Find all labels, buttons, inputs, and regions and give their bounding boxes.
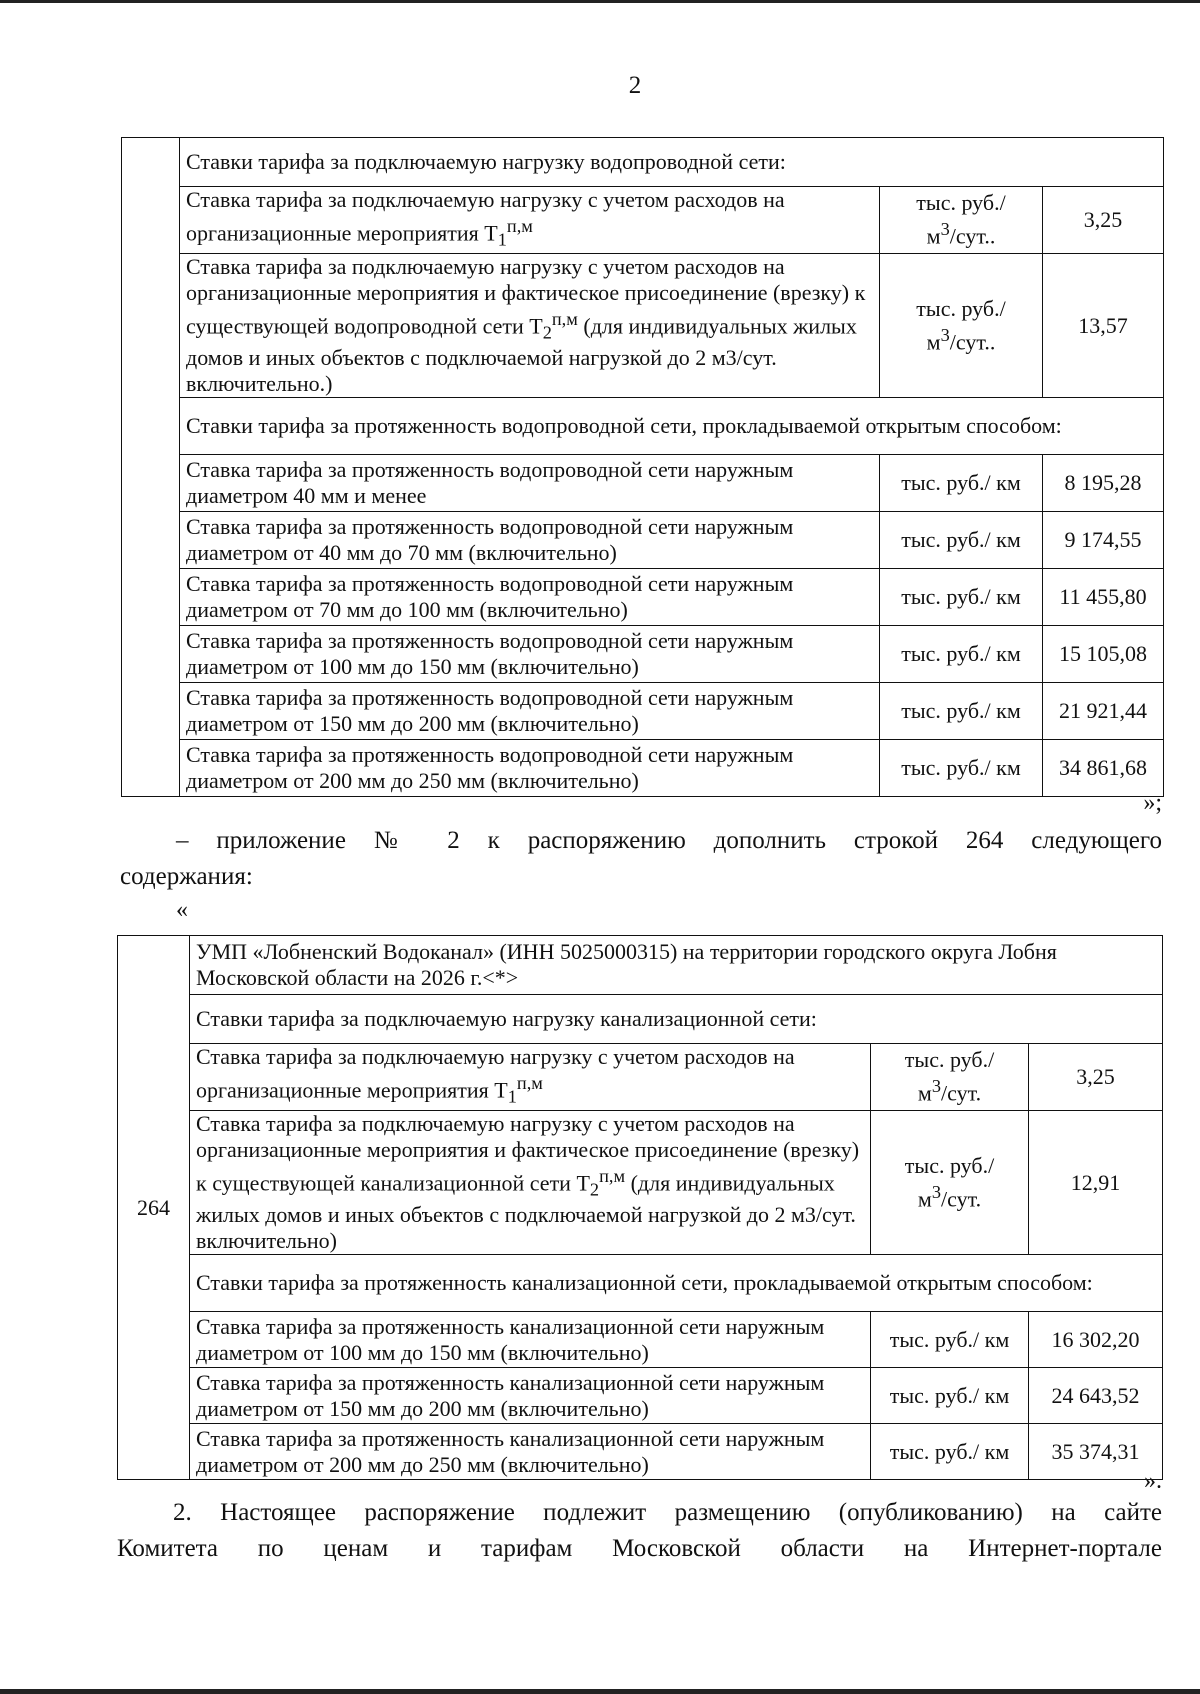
paragraph-amendment: – приложение № 2 к распоряжению дополнить строкой 264 следующего — [176, 827, 1162, 854]
table-row — [122, 512, 1164, 569]
section-header-length: Ставки тарифа за протяженность водопроводной сети, прокладываемой открытым способом: — [180, 398, 1164, 455]
unit-cell: тыс. руб./ км — [871, 1312, 1029, 1368]
unit-cell: тыс. руб./ $м^3$/сут. — [871, 1110, 1029, 1255]
row-number-cell: 264 — [118, 936, 190, 1480]
section-header-connect: Ставки тарифа за подключаемую нагрузку водопроводной сети: — [180, 138, 1164, 187]
table-row — [118, 995, 1163, 1044]
value-cell: 9 174,55 — [1043, 512, 1164, 569]
unit-cell: тыс. руб./ км — [880, 512, 1043, 569]
length-rate-description: Ставка тарифа за протяженность водопроводной сети наружным диаметром от 200 мм до 250 мм (включительно) — [180, 740, 880, 797]
length-rate-description: Ставка тарифа за протяженность водопроводной сети наружным диаметром 40 мм и менее — [180, 455, 880, 512]
table-row — [122, 398, 1164, 455]
unit-cell: тыс. руб./ км — [880, 740, 1043, 797]
tariff-table-sewer — [117, 935, 1163, 1480]
value-cell: 34 861,68 — [1043, 740, 1164, 797]
table-row — [122, 626, 1164, 683]
value-cell: 12,91 — [1029, 1110, 1163, 1255]
length-rate-description: Ставка тарифа за протяженность водопроводной сети наружным диаметром от 40 мм до 70 мм (включительно) — [180, 512, 880, 569]
length-rate-description: Ставка тарифа за протяженность водопроводной сети наружным диаметром от 150 мм до 200 мм (включительно) — [180, 683, 880, 740]
unit-cell: тыс. руб./ км — [880, 569, 1043, 626]
length-rate-description: Ставка тарифа за протяженность канализационной сети наружным диаметром от 150 мм до 200 мм (включительно) — [190, 1368, 871, 1424]
unit-cell: тыс. руб./ $м^3$/сут. — [871, 1044, 1029, 1111]
table-row — [118, 1424, 1163, 1480]
section-header-length: Ставки тарифа за протяженность канализационной сети, прокладываемой открытым способом: — [190, 1255, 1163, 1312]
unit-cell: тыс. руб./ км — [871, 1424, 1029, 1480]
rate-t2-description: Ставка тарифа за подключаемую нагрузку с учетом расходов на организационные мероприятия и фактическое присоединение (врезку) к существующей канализационной сети $Т_2^{п,м}$ (для индивидуальных жилых домов и иных объектов с подключаемой нагрузкой до 2 м3/сут. включительно) — [190, 1110, 871, 1255]
value-cell: 15 105,08 — [1043, 626, 1164, 683]
closing-quote: »; — [1143, 790, 1162, 816]
closing-quote: ». — [1144, 1468, 1162, 1494]
table-row — [122, 569, 1164, 626]
paragraph-amendment-continued: содержания: — [120, 863, 253, 890]
table-row — [122, 455, 1164, 512]
value-cell: 3,25 — [1029, 1044, 1163, 1111]
value-cell: 16 302,20 — [1029, 1312, 1163, 1368]
table-row — [118, 1368, 1163, 1424]
paragraph-publication: 2. Настоящее распоряжение подлежит размещению (опубликованию) на сайте — [173, 1499, 1162, 1526]
unit-cell: тыс. руб./ $м^3$/сут.. — [880, 187, 1043, 254]
value-cell: 8 195,28 — [1043, 455, 1164, 512]
length-rate-description: Ставка тарифа за протяженность канализационной сети наружным диаметром от 100 мм до 150 мм (включительно) — [190, 1312, 871, 1368]
bottom-edge-rule — [0, 1689, 1200, 1694]
organization-title: УМП «Лобненский Водоканал» (ИНН 5025000315) на территории городского округа Лобня Московской области на 2026 г.<*> — [190, 936, 1163, 995]
unit-cell: тыс. руб./ $м^3$/сут.. — [880, 253, 1043, 398]
page-number: 2 — [628, 72, 642, 99]
value-cell: 35 374,31 — [1029, 1424, 1163, 1480]
table-row — [122, 138, 1164, 187]
paragraph-publication-continued: Комитета по ценам и тарифам Московской области на Интернет-портале — [117, 1535, 1162, 1562]
tariff-table-water — [121, 137, 1164, 797]
table-row — [122, 683, 1164, 740]
unit-cell: тыс. руб./ км — [880, 455, 1043, 512]
value-cell: 21 921,44 — [1043, 683, 1164, 740]
value-cell: 24 643,52 — [1029, 1368, 1163, 1424]
length-rate-description: Ставка тарифа за протяженность водопроводной сети наружным диаметром от 70 мм до 100 мм (включительно) — [180, 569, 880, 626]
table-row — [118, 936, 1163, 995]
value-cell: 13,57 — [1043, 253, 1164, 398]
length-rate-description: Ставка тарифа за протяженность водопроводной сети наружным диаметром от 100 мм до 150 мм (включительно) — [180, 626, 880, 683]
rate-t1-description: Ставка тарифа за подключаемую нагрузку с учетом расходов на организационные мероприятия $Т_1^{п,м}$ — [190, 1044, 871, 1111]
value-cell: 3,25 — [1043, 187, 1164, 254]
table-row — [118, 1044, 1163, 1111]
unit-cell: тыс. руб./ км — [871, 1368, 1029, 1424]
table-row — [122, 253, 1164, 398]
value-cell: 11 455,80 — [1043, 569, 1164, 626]
table-row — [118, 1110, 1163, 1255]
table-row — [118, 1255, 1163, 1312]
row-number-cell — [122, 138, 180, 797]
opening-quote: « — [176, 897, 188, 923]
section-header-connect: Ставки тарифа за подключаемую нагрузку канализационной сети: — [190, 995, 1163, 1044]
unit-cell: тыс. руб./ км — [880, 626, 1043, 683]
rate-t1-description: Ставка тарифа за подключаемую нагрузку с учетом расходов на организационные мероприятия $Т_1^{п,м}$ — [180, 187, 880, 254]
top-edge-rule — [0, 0, 1200, 3]
unit-cell: тыс. руб./ км — [880, 683, 1043, 740]
table-row — [122, 187, 1164, 254]
table-row — [122, 740, 1164, 797]
length-rate-description: Ставка тарифа за протяженность канализационной сети наружным диаметром от 200 мм до 250 мм (включительно) — [190, 1424, 871, 1480]
rate-t2-description: Ставка тарифа за подключаемую нагрузку с учетом расходов на организационные мероприятия и фактическое присоединение (врезку) к существующей водопроводной сети $Т_2^{п,м}$ (для индивидуальных жилых домов и иных объектов с подключаемой нагрузкой до 2 м3/сут. включительно.) — [180, 253, 880, 398]
table-row — [118, 1312, 1163, 1368]
